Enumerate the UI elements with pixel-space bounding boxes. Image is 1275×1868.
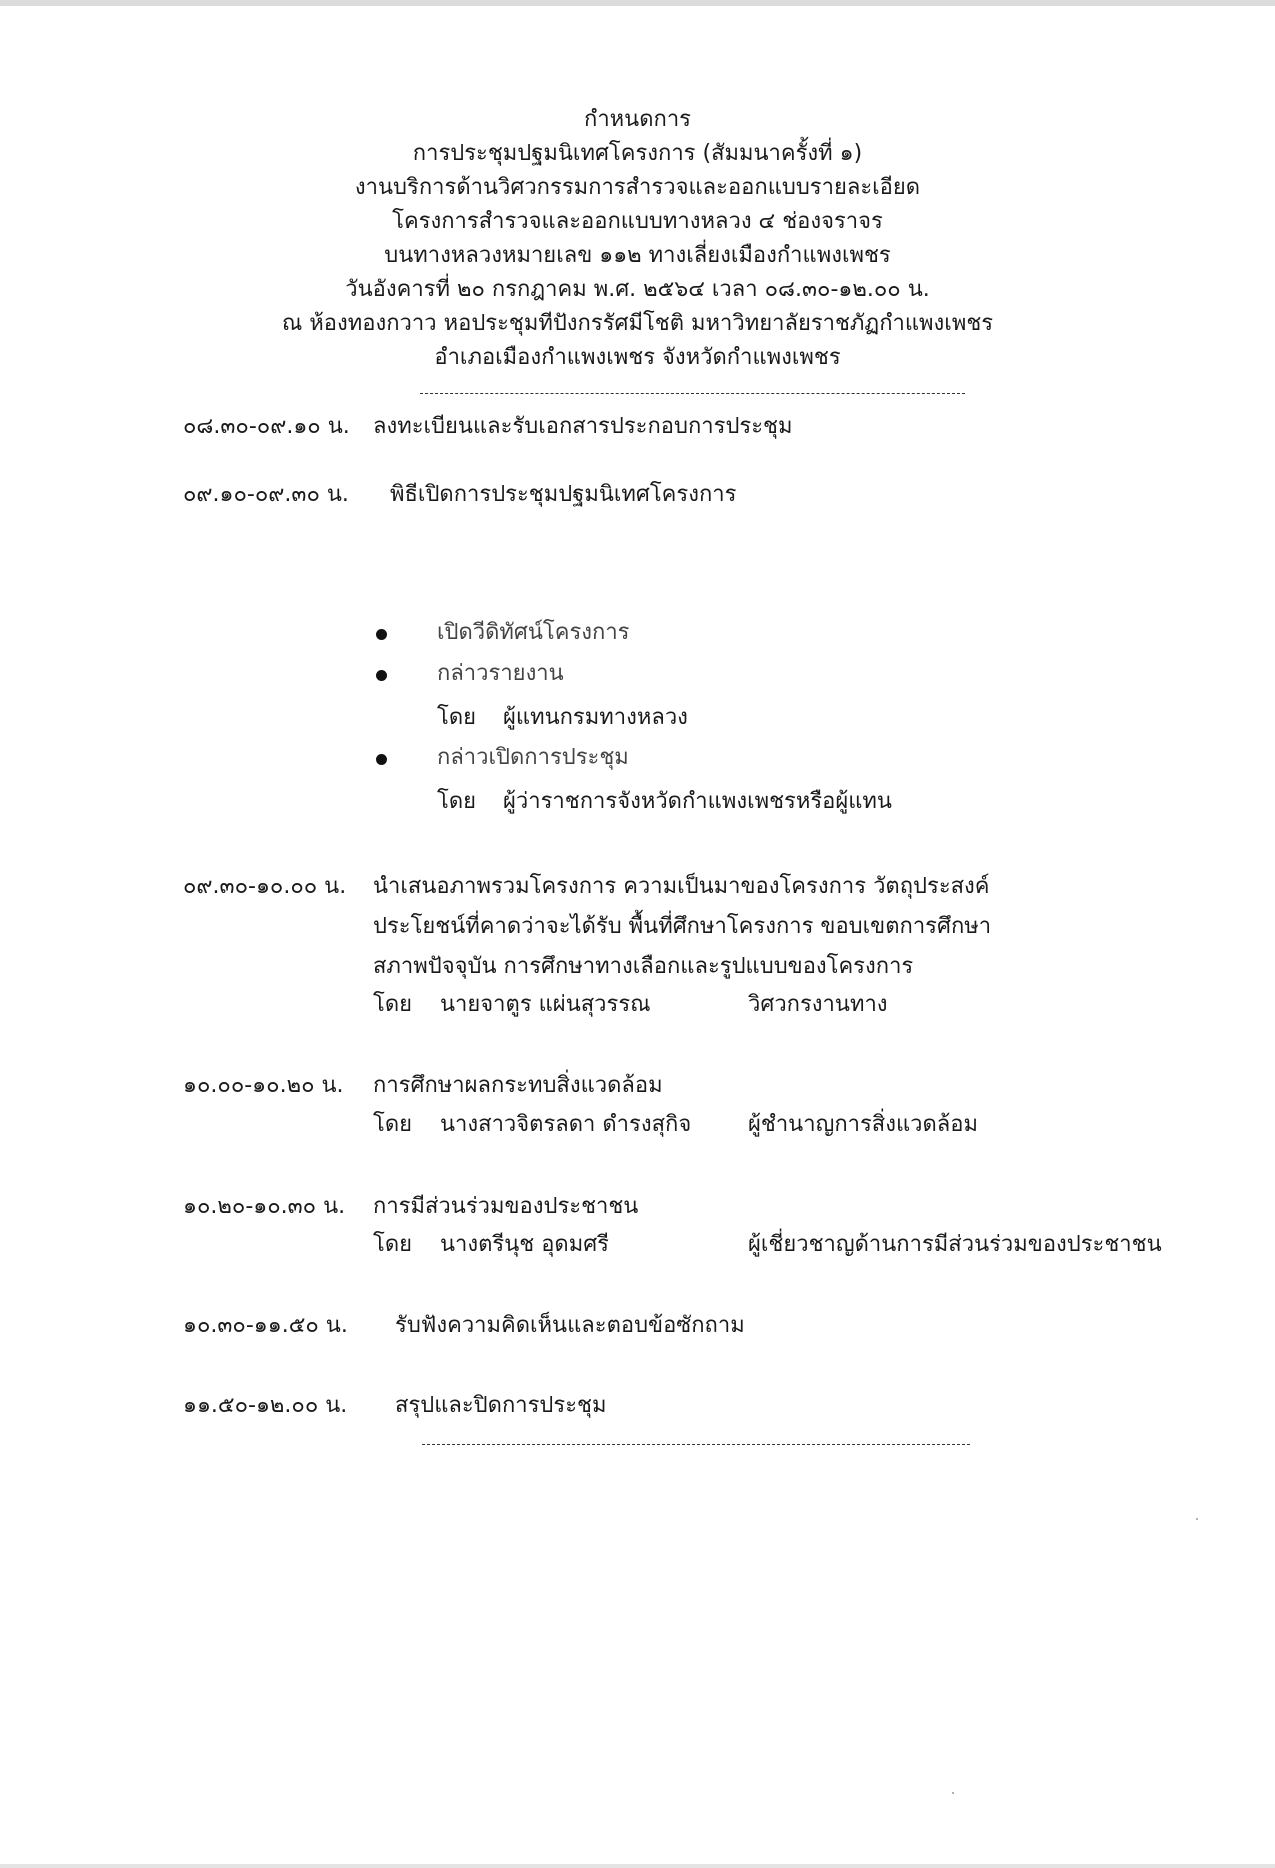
opening-report-by-label: โดย	[437, 705, 476, 730]
presenter-by-label: โดย	[373, 992, 412, 1017]
bullet-icon	[376, 629, 387, 640]
schedule-title-6: รับฟังความคิดเห็นและตอบข้อซักถาม	[395, 1313, 745, 1338]
schedule-line-3a: นำเสนอภาพรวมโครงการ ความเป็นมาของโครงการ วัตถุประสงค์	[373, 874, 990, 899]
schedule-time-4: ๑๐.๐๐-๑๐.๒๐ น.	[183, 1073, 344, 1098]
schedule-title-7: สรุปและปิดการประชุม	[395, 1393, 607, 1418]
schedule-time-2: ๐๙.๑๐-๐๙.๓๐ น.	[183, 482, 349, 507]
schedule-title-4: การศึกษาผลกระทบสิ่งแวดล้อม	[373, 1073, 663, 1098]
opening-item-opening-speech: กล่าวเปิดการประชุม	[437, 745, 629, 770]
opening-speech-by-label: โดย	[437, 789, 476, 814]
bullet-icon	[376, 754, 387, 765]
schedule-title-5: การมีส่วนร่วมของประชาชน	[373, 1194, 639, 1219]
schedule-time-5: ๑๐.๒๐-๑๐.๓๐ น.	[183, 1194, 346, 1219]
scan-bottom-edge	[0, 1864, 1275, 1868]
schedule-time-3: ๐๙.๓๐-๑๐.๐๐ น.	[183, 874, 347, 899]
bullet-icon	[376, 670, 387, 681]
schedule-line-3b: ประโยชน์ที่คาดว่าจะได้รับ พื้นที่ศึกษาโครงการ ขอบเขตการศึกษา	[373, 914, 992, 939]
header-title: กำหนดการ	[584, 107, 691, 132]
scan-top-edge	[0, 0, 1275, 6]
schedule-time-1: ๐๘.๓๐-๐๙.๑๐ น.	[183, 414, 350, 439]
presenter-role: วิศวกรงานทาง	[748, 992, 888, 1017]
participation-presenter-role: ผู้เชี่ยวชาญด้านการมีส่วนร่วมของประชาชน	[748, 1232, 1162, 1257]
opening-report-by: ผู้แทนกรมทางหลวง	[503, 705, 688, 730]
env-presenter-name: นางสาวจิตรลดา ดำรงสุกิจ	[440, 1112, 692, 1137]
schedule-time-6: ๑๐.๓๐-๑๑.๕๐ น.	[183, 1313, 348, 1338]
env-presenter-role: ผู้ชำนาญการสิ่งแวดล้อม	[748, 1112, 978, 1137]
header-divider	[420, 393, 965, 394]
schedule-line-3c: สภาพปัจจุบัน การศึกษาทางเลือกและรูปแบบของโครงการ	[373, 954, 914, 979]
scan-speck	[1196, 1518, 1198, 1520]
header-district: อำเภอเมืองกำแพงเพชร จังหวัดกำแพงเพชร	[434, 345, 841, 370]
header-highway: บนทางหลวงหมายเลข ๑๑๒ ทางเลี่ยงเมืองกำแพงเพชร	[384, 243, 891, 268]
participation-presenter-name: นางตรีนุช อุดมศรี	[440, 1232, 609, 1257]
opening-speech-by: ผู้ว่าราชการจังหวัดกำแพงเพชรหรือผู้แทน	[503, 789, 892, 814]
footer-divider	[422, 1444, 970, 1445]
presenter-name: นายจาตูร แผ่นสุวรรณ	[440, 992, 651, 1017]
header-project-name: โครงการสำรวจและออกแบบทางหลวง ๔ ช่องจราจร	[392, 209, 883, 234]
schedule-title-1: ลงทะเบียนและรับเอกสารประกอบการประชุม	[373, 414, 793, 439]
header-date-time: วันอังคารที่ ๒๐ กรกฎาคม พ.ศ. ๒๕๖๔ เวลา ๐๘.๓๐-๑๒.๐๐ น.	[345, 277, 930, 302]
opening-item-video: เปิดวีดิทัศน์โครงการ	[437, 620, 630, 645]
header-venue: ณ ห้องทองกวาว หอประชุมทีปังกรรัศมีโชติ มหาวิทยาลัยราชภัฏกำแพงเพชร	[281, 311, 994, 336]
header-service-name: งานบริการด้านวิศวกรรมการสำรวจและออกแบบรายละเอียด	[354, 175, 921, 200]
env-by-label: โดย	[373, 1112, 412, 1137]
opening-item-report: กล่าวรายงาน	[437, 661, 564, 686]
schedule-title-2: พิธีเปิดการประชุมปฐมนิเทศโครงการ	[390, 482, 737, 507]
schedule-time-7: ๑๑.๕๐-๑๒.๐๐ น.	[183, 1393, 348, 1418]
header-meeting-name: การประชุมปฐมนิเทศโครงการ (สัมมนาครั้งที่ ๑)	[412, 141, 863, 166]
participation-by-label: โดย	[373, 1232, 412, 1257]
scan-speck	[952, 1792, 954, 1794]
